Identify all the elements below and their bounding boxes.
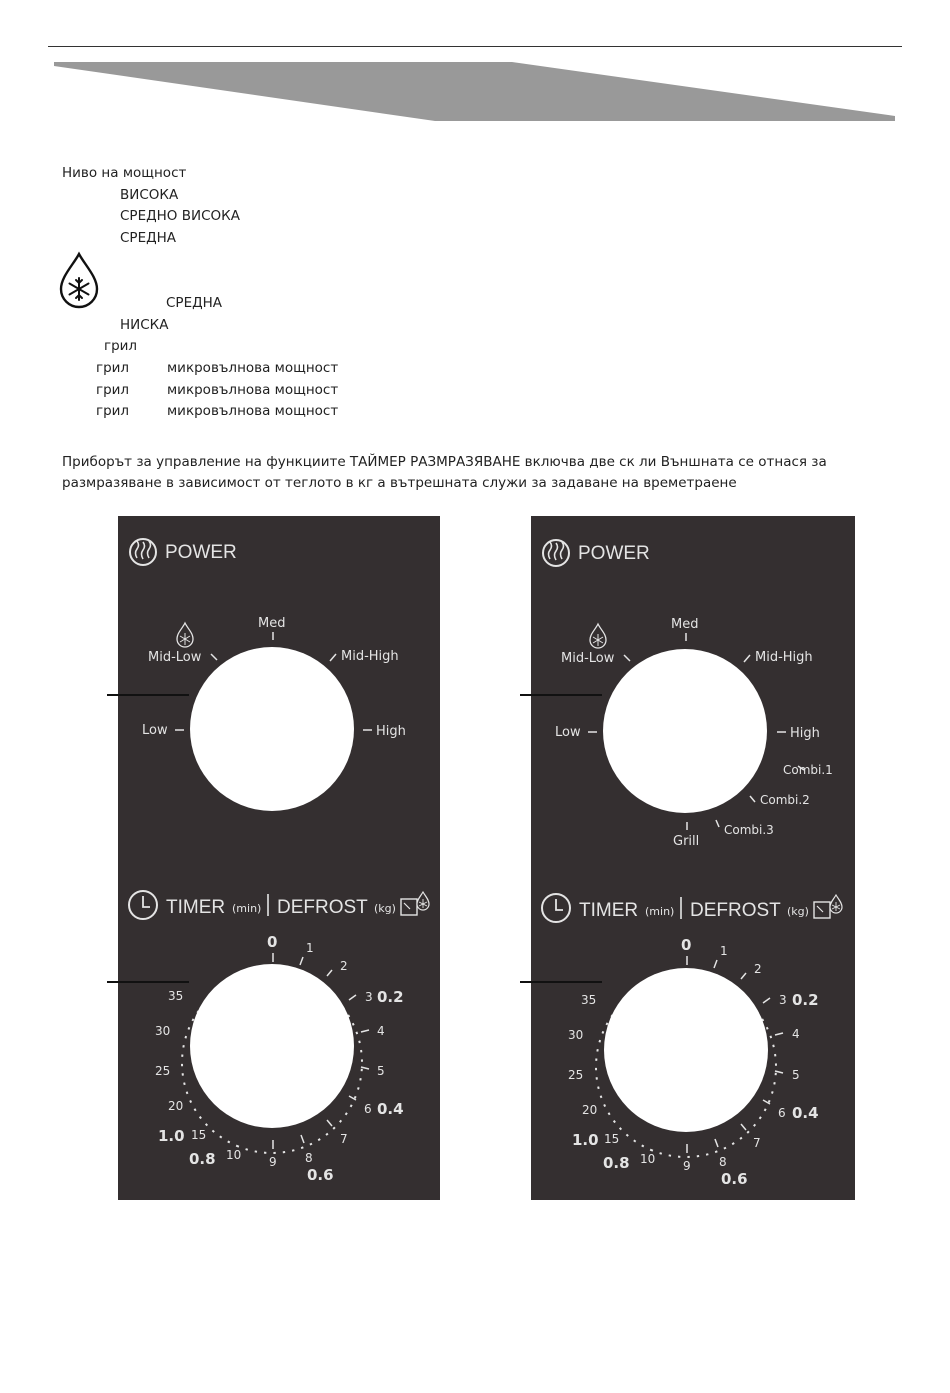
combi-mode-1: грил: [96, 360, 130, 376]
tick-6: 6: [364, 1102, 372, 1116]
paragraph-line-2: размразяване в зависимост от теглото в кг а вътрешната служи за задаване на времетраене: [62, 475, 737, 491]
power-icon: [543, 540, 569, 566]
tick-2: 2: [754, 962, 762, 976]
tick-30: 30: [568, 1028, 584, 1042]
tick-7: 7: [753, 1136, 761, 1150]
combi-desc-1: микровълнова мощност: [167, 360, 339, 376]
kg-label: (kg): [787, 905, 809, 918]
power-mid-high-label: СРЕДНО ВИСОКА: [120, 208, 240, 224]
timer-knob-pointer-left: [107, 981, 189, 983]
tick-25: 25: [568, 1068, 584, 1082]
tick-grill: Grill: [673, 834, 700, 849]
min-label: (min): [645, 905, 675, 918]
power-defrost-medium-label: СРЕДНА: [166, 295, 223, 311]
tick-8: 8: [719, 1155, 727, 1169]
combi-mode-3: грил: [96, 403, 130, 419]
tick-4: 4: [792, 1027, 800, 1041]
tick-high: High: [376, 724, 406, 739]
tick-1: 1: [720, 944, 728, 958]
control-panel-left: [118, 516, 440, 1200]
tick-5: 5: [792, 1068, 800, 1082]
tick-10: 10: [640, 1152, 656, 1166]
paragraph-line-1: Приборът за управление на функциите ТАЙМЕР РАЗМРАЗЯВАНЕ включва две ск ли Външната се отнася за: [62, 454, 827, 470]
tick-20: 20: [582, 1103, 598, 1117]
defrost-icon: [58, 251, 100, 309]
combi-desc-2: микровълнова мощност: [167, 382, 339, 398]
tick-20: 20: [168, 1099, 184, 1113]
kg-1-0: 1.0: [572, 1131, 599, 1149]
kg-0-4: 0.4: [377, 1100, 404, 1118]
timer-icon: [129, 891, 157, 919]
kg-0-8: 0.8: [603, 1154, 630, 1172]
timer-knob[interactable]: [190, 964, 354, 1128]
tick-low: Low: [142, 723, 168, 738]
header-banner: [0, 0, 950, 130]
power-label: POWER: [578, 543, 650, 564]
tick-30: 30: [155, 1024, 171, 1038]
timer-label: TIMER: [166, 897, 226, 918]
tick-med: Med: [671, 617, 699, 632]
tick-combi-1: Combi.1: [783, 763, 833, 777]
kg-0-6: 0.6: [721, 1170, 748, 1188]
timer-knob[interactable]: [604, 968, 768, 1132]
kg-0-6: 0.6: [307, 1166, 334, 1184]
kg-1-0: 1.0: [158, 1127, 185, 1145]
tick-combi-3: Combi.3: [724, 823, 774, 837]
tick-0: 0: [267, 933, 278, 951]
defrost-label: DEFROST: [690, 900, 781, 921]
tick-mid-high: Mid-High: [341, 649, 399, 664]
kg-0-8: 0.8: [189, 1150, 216, 1168]
tick-mid-low: Mid-Low: [148, 650, 202, 665]
scale-defrost-icon: [814, 895, 842, 918]
timer-label: TIMER: [579, 900, 639, 921]
power-label: POWER: [165, 542, 237, 563]
tick-9: 9: [683, 1159, 691, 1173]
tick-15: 15: [604, 1132, 620, 1146]
kg-0-4: 0.4: [792, 1104, 819, 1122]
kg-label: (kg): [374, 902, 396, 915]
defrost-small-icon: [590, 624, 606, 648]
power-knob-pointer-left: [107, 694, 189, 696]
control-panel-right: [531, 516, 855, 1200]
power-icon: [130, 539, 156, 565]
power-medium-label: СРЕДНА: [120, 230, 177, 246]
tick-1: 1: [306, 941, 314, 955]
tick-3: 3: [779, 993, 787, 1007]
tick-low: Low: [555, 725, 581, 740]
tick-med: Med: [258, 616, 286, 631]
power-knob[interactable]: [603, 649, 767, 813]
power-grill-label: грил: [104, 338, 138, 354]
tick-2: 2: [340, 959, 348, 973]
tick-5: 5: [377, 1064, 385, 1078]
combi-mode-2: грил: [96, 382, 130, 398]
tick-10: 10: [226, 1148, 242, 1162]
tick-15: 15: [191, 1128, 207, 1142]
timer-icon: [542, 894, 570, 922]
tick-mid-low: Mid-Low: [561, 651, 615, 666]
timer-knob-pointer-right: [520, 981, 602, 983]
scale-defrost-icon: [401, 892, 429, 915]
tick-high: High: [790, 726, 820, 741]
defrost-label: DEFROST: [277, 897, 368, 918]
tick-combi-2: Combi.2: [760, 793, 810, 807]
tick-25: 25: [155, 1064, 171, 1078]
tick-7: 7: [340, 1132, 348, 1146]
tick-35: 35: [168, 989, 184, 1003]
tick-8: 8: [305, 1151, 313, 1165]
power-high-label: ВИСОКА: [120, 187, 179, 203]
tick-35: 35: [581, 993, 597, 1007]
power-knob[interactable]: [190, 647, 354, 811]
tick-6: 6: [778, 1106, 786, 1120]
tick-9: 9: [269, 1155, 277, 1169]
power-low-label: НИСКА: [120, 317, 169, 333]
power-level-title: Ниво на мощност: [62, 165, 187, 181]
tick-3: 3: [365, 990, 373, 1004]
tick-0: 0: [681, 936, 692, 954]
tick-mid-high: Mid-High: [755, 650, 813, 665]
tick-4: 4: [377, 1024, 385, 1038]
kg-0-2: 0.2: [377, 988, 404, 1006]
power-knob-pointer-right: [520, 694, 602, 696]
min-label: (min): [232, 902, 262, 915]
kg-0-2: 0.2: [792, 991, 819, 1009]
defrost-small-icon: [177, 623, 193, 647]
combi-desc-3: микровълнова мощност: [167, 403, 339, 419]
